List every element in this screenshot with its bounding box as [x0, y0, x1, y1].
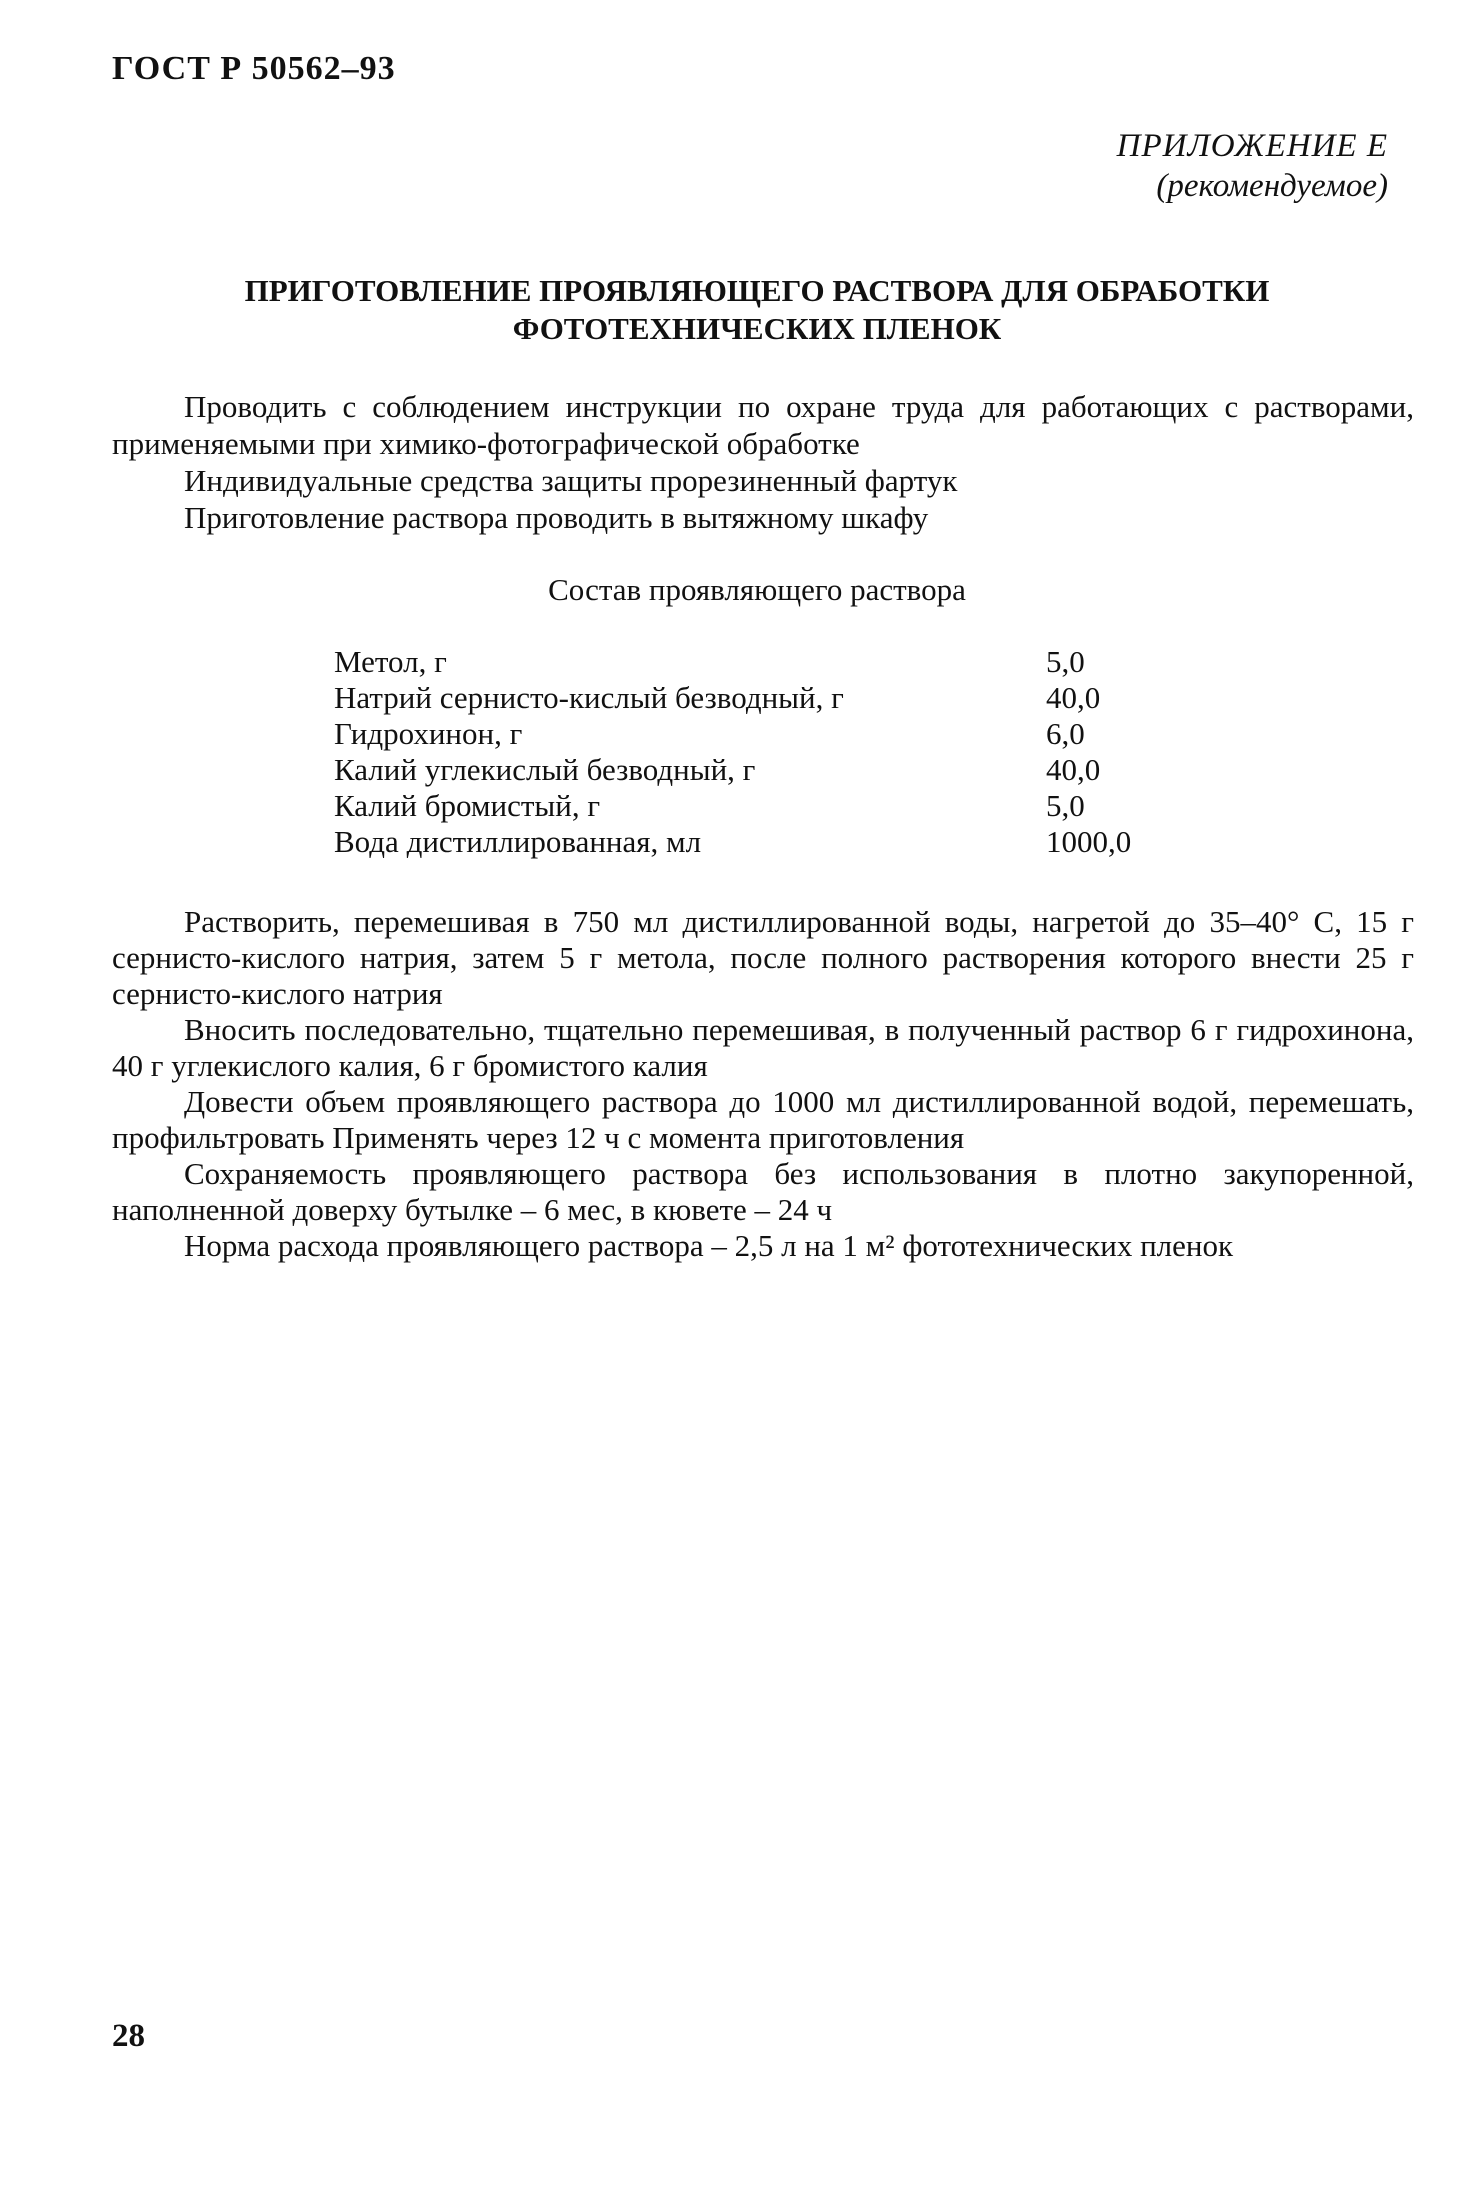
composition-caption: Состав проявляющего раствора: [548, 572, 966, 607]
intro-section: [112, 388, 1414, 536]
document-title-line-2: ФОТОТЕХНИЧЕСКИХ ПЛЕНОК: [512, 310, 1002, 346]
page-number: 28: [112, 2018, 145, 2054]
instruction-paragraph-add-reagents: Вносить последовательно, тщательно перемешивая, в полученный раствор 6 г гидрохинона, 40 г углекислого калия, 6 г бромистого калия: [112, 1012, 1414, 1083]
component-amount: 5,0: [1046, 788, 1085, 823]
table-row: [334, 680, 1186, 716]
composition-table: [334, 644, 1186, 860]
intro-paragraph-fume-hood: Приготовление раствора проводить в вытяжному шкафу: [184, 500, 929, 535]
component-amount: 1000,0: [1046, 824, 1132, 859]
table-row: [334, 824, 1186, 860]
table-row: [334, 644, 1186, 680]
component-amount: 6,0: [1046, 716, 1085, 751]
component-amount: 5,0: [1046, 644, 1085, 679]
instruction-paragraph-storage: Сохраняемость проявляющего раствора без использования в плотно закупоренной, наполненной доверху бутылке – 6 мес, в кювете – 24 ч: [112, 1156, 1414, 1227]
appendix-status: (рекомендуемое): [1156, 168, 1388, 205]
table-row: [334, 716, 1186, 752]
table-row: [334, 788, 1186, 824]
component-amount: 40,0: [1046, 680, 1101, 715]
component-name: Вода дистиллированная, мл: [334, 824, 702, 859]
document-code: ГОСТ Р 50562–93: [112, 50, 396, 87]
component-name: Гидрохинон, г: [334, 716, 523, 751]
component-name: Калий бромистый, г: [334, 788, 601, 823]
instruction-paragraph-consumption: Норма расхода проявляющего раствора – 2,5 л на 1 м² фототехнических пленок: [184, 1228, 1234, 1263]
document-title-line-1: ПРИГОТОВЛЕНИЕ ПРОЯВЛЯЮЩЕГО РАСТВОРА ДЛЯ ОБРАБОТКИ: [244, 273, 1270, 308]
component-amount: 40,0: [1046, 752, 1101, 787]
intro-paragraph-protection: Индивидуальные средства защиты прорезиненный фартук: [184, 463, 958, 498]
component-name: Метол, г: [334, 644, 447, 679]
table-row: [334, 752, 1186, 788]
document-title: [112, 272, 1402, 348]
instructions-section: [112, 904, 1414, 1264]
component-name: Натрий сернисто-кислый безводный, г: [334, 680, 844, 715]
appendix-title: ПРИЛОЖЕНИЕ Е: [1116, 128, 1388, 164]
instruction-paragraph-volume: Довести объем проявляющего раствора до 1000 мл дистиллированной водой, перемешать, профильтровать Применять через 12 ч с момента приготовления: [112, 1084, 1414, 1155]
appendix-label: [1117, 126, 1388, 207]
component-name: Калий углекислый безводный, г: [334, 752, 756, 787]
instruction-paragraph-dissolve: Растворить, перемешивая в 750 мл дистиллированной воды, нагретой до 35–40° С, 15 г сернисто-кислого натрия, затем 5 г метола, после полного растворения которого внести 25 г сернисто-кислого натрия: [112, 904, 1414, 1011]
intro-paragraph-safety: Проводить с соблюдением инструкции по охране труда для работающих с растворами, применяемыми при химико-фотографической обработке: [112, 389, 1414, 461]
